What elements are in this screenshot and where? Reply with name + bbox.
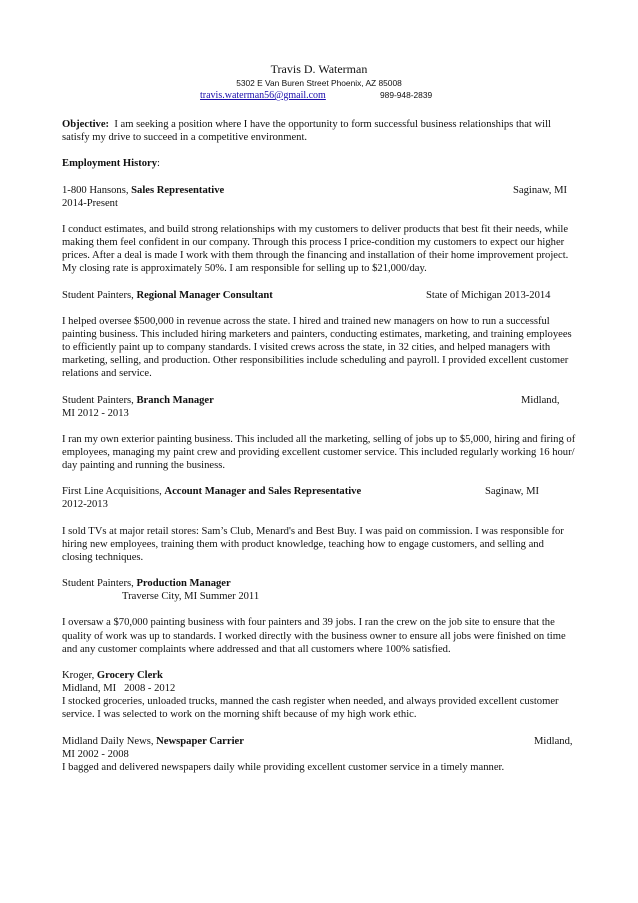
address: 5302 E Van Buren Street Phoenix, AZ 85008 — [236, 78, 402, 88]
job-description: I conduct estimates, and build strong relationships with my customers to deliver products that best fit their needs, while making them feel confident in our company. Through this process I price-condition my customers to expect our higher prices. After a deal is made I work with them through the financing and installation of their home improvement project. My closing rate is approximately 50%. I am responsible for selling up to $21,000/day. — [62, 223, 569, 275]
job-title: Regional Manager Consultant — [136, 289, 273, 301]
resume-body — [62, 118, 576, 774]
job-location: Midland, — [521, 394, 560, 406]
phone-number: 989-948-2839 — [380, 90, 433, 100]
objective-label: Objective: — [62, 119, 110, 130]
objective-text: I am seeking a position where I have the opportunity to form successful business relationships that will satisfy my drive to succeed in a competitive environment. — [62, 119, 551, 144]
job-company: Kroger, — [62, 670, 97, 682]
contact-row — [0, 89, 638, 102]
candidate-name: Travis D. Waterman — [270, 62, 368, 76]
job-title: Branch Manager — [136, 394, 214, 406]
job-description: I stocked groceries, unloaded trucks, manned the cash register when needed, and always provided excellent customer service. I was selected to work on the morning shift because of my high work ethic. — [62, 696, 559, 721]
resume-header — [0, 62, 638, 102]
job-dates: 2014-Present — [62, 197, 118, 209]
objective-section — [62, 118, 576, 144]
job-company: Student Painters, — [62, 578, 137, 590]
job-location: State of Michigan 2013-2014 — [426, 289, 551, 301]
job-description: I ran my own exterior painting business. This included all the marketing, selling of jobs up to $5,000, hiring and firing of employees, managing my paint crew and providing excellent customer service. This included regularly working 16 hour/ day painting and running the business. — [62, 433, 576, 472]
job-description: I helped oversee $500,000 in revenue across the state. I hired and trained new managers on how to run a successful painting business. This included hiring marketers and painters, conducting estimates, marketing, and training employees to efficiently paint up to company standards. I visited crews across the state, in 32 cities, and helped managers with marketing, selling, and production. Other responsibilities include scheduling and payroll. I provided excellent customer relations and service. — [62, 315, 572, 380]
job-dates: Midland, MI 2008 - 2012 — [62, 683, 176, 695]
job-company: Student Painters, — [62, 394, 137, 406]
job-dates: 2012-2013 — [62, 499, 108, 511]
job-header — [62, 577, 576, 590]
job-company: Midland Daily News, — [62, 735, 157, 747]
job-dates: Traverse City, MI Summer 2011 — [122, 591, 260, 603]
employment-heading: Employment History: — [62, 158, 160, 170]
job-description: I bagged and delivered newspapers daily while providing excellent customer service in a timely manner. — [62, 761, 505, 773]
job-location: Midland, — [534, 735, 573, 747]
job-dates: MI 2012 - 2013 — [62, 407, 129, 419]
job-header — [62, 184, 576, 197]
job-header — [62, 289, 576, 302]
job-company: Student Painters, — [62, 289, 137, 301]
job-title: Grocery Clerk — [96, 670, 163, 682]
job-header — [62, 735, 576, 748]
job-header — [62, 485, 576, 498]
job-title: Sales Representative — [131, 184, 225, 196]
job-description: I oversaw a $70,000 painting business with four painters and 39 jobs. I ran the crew on the job site to ensure that the quality of work was up to standards. I worked directly with the business owner to ensure all jobs were finished on time and any customer complaints where addressed and that all customers where 100% satisfied. — [62, 617, 566, 655]
job-description: I sold TVs at major retail stores: Sam’s Club, Menard's and Best Buy. I was paid on commission. I was responsible for hiring new employees, training them with product knowledge, teaching how to engage customers, and selling and closing techniques. — [62, 525, 564, 564]
email-link[interactable]: travis.waterman56@gmail.com — [200, 90, 326, 101]
job-title: Production Manager — [136, 578, 231, 590]
job-title: Account Manager and Sales Representative — [164, 486, 362, 498]
job-company: First Line Acquisitions, — [62, 486, 165, 498]
job-location: Saginaw, MI — [485, 486, 540, 498]
job-header — [62, 394, 576, 407]
job-title: Newspaper Carrier — [156, 735, 244, 747]
job-header — [62, 669, 576, 682]
job-company: 1-800 Hansons, — [62, 184, 132, 196]
job-dates: MI 2002 - 2008 — [62, 748, 129, 760]
job-location: Saginaw, MI — [513, 184, 568, 196]
